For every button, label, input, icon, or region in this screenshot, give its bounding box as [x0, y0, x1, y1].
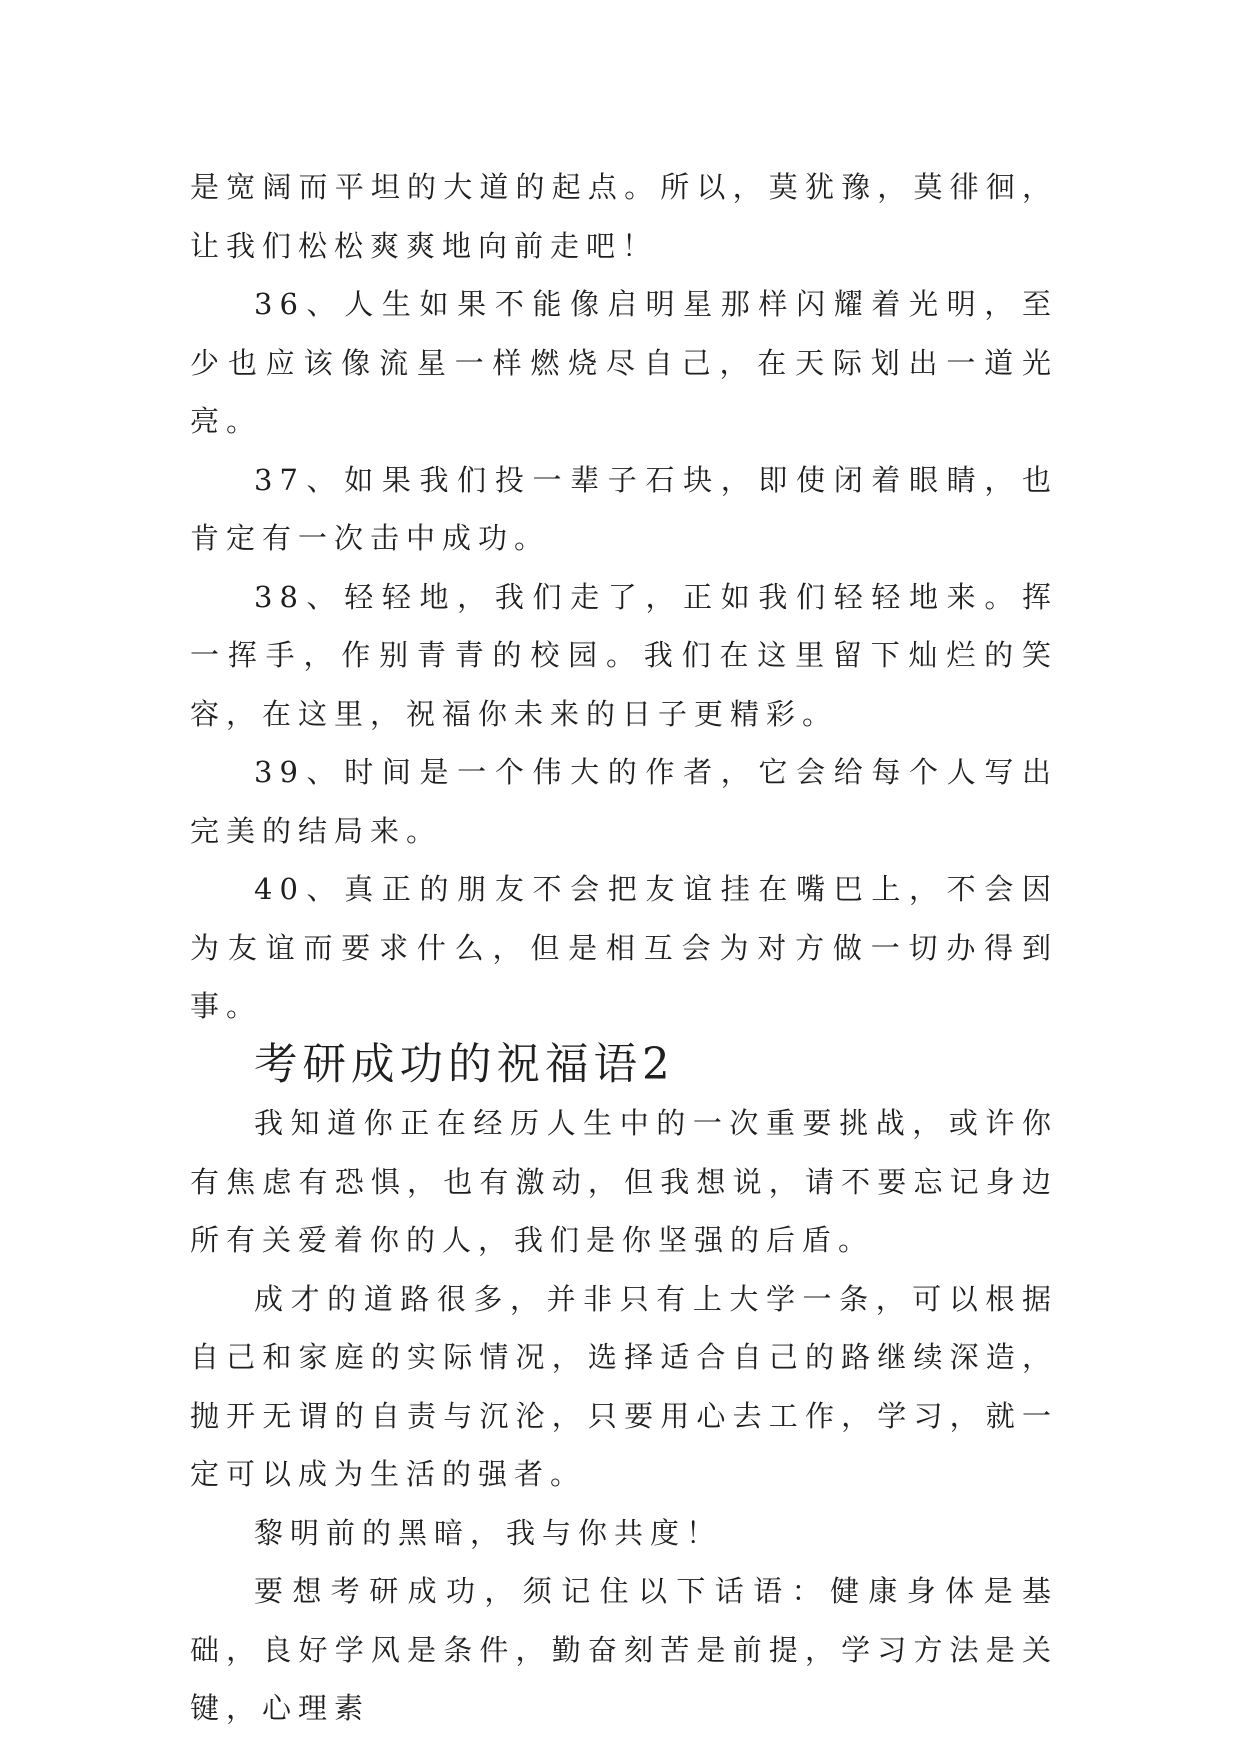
section-paragraph-3: 黎明前的黑暗，我与你共度！ — [254, 1515, 723, 1550]
section-heading: 考研成功的祝福语2 — [254, 1039, 675, 1090]
paragraph-item-37: 37、如果我们投一辈子石块，即使闭着眼睛，也肯定有一次击中成功。 — [190, 462, 1058, 555]
paragraph-item-39: 39、时间是一个伟大的作者，它会给每个人写出完美的结局来。 — [190, 755, 1058, 848]
document-body — [190, 158, 1058, 1738]
paragraph-continued: 是宽阔而平坦的大道的起点。所以，莫犹豫，莫徘徊，让我们松松爽爽地向前走吧！ — [190, 170, 1058, 263]
section-paragraph-4: 要想考研成功，须记住以下话语：健康身体是基础，良好学风是条件，勤奋刻苦是前提，学习方法是关键，心理素 — [190, 1574, 1058, 1725]
section-paragraph-1: 我知道你正在经历人生中的一次重要挑战，或许你有焦虑有恐惧，也有激动，但我想说，请不要忘记身边所有关爱着你的人，我们是你坚强的后盾。 — [190, 1106, 1058, 1257]
paragraph-item-38: 38、轻轻地，我们走了，正如我们轻轻地来。挥一挥手，作别青青的校园。我们在这里留下灿烂的笑容，在这里，祝福你未来的日子更精彩。 — [190, 579, 1058, 731]
section-paragraph-2: 成才的道路很多，并非只有上大学一条，可以根据自己和家庭的实际情况，选择适合自己的路继续深造，抛开无谓的自责与沉沦，只要用心去工作，学习，就一定可以成为生活的强者。 — [190, 1281, 1058, 1491]
paragraph-item-36: 36、人生如果不能像启明星那样闪耀着光明，至少也应该像流星一样燃烧尽自己，在天际划出一道光亮。 — [190, 287, 1058, 438]
paragraph-item-40: 40、真正的朋友不会把友谊挂在嘴巴上，不会因为友谊而要求什么，但是相互会为对方做一切办得到事。 — [190, 872, 1058, 1023]
